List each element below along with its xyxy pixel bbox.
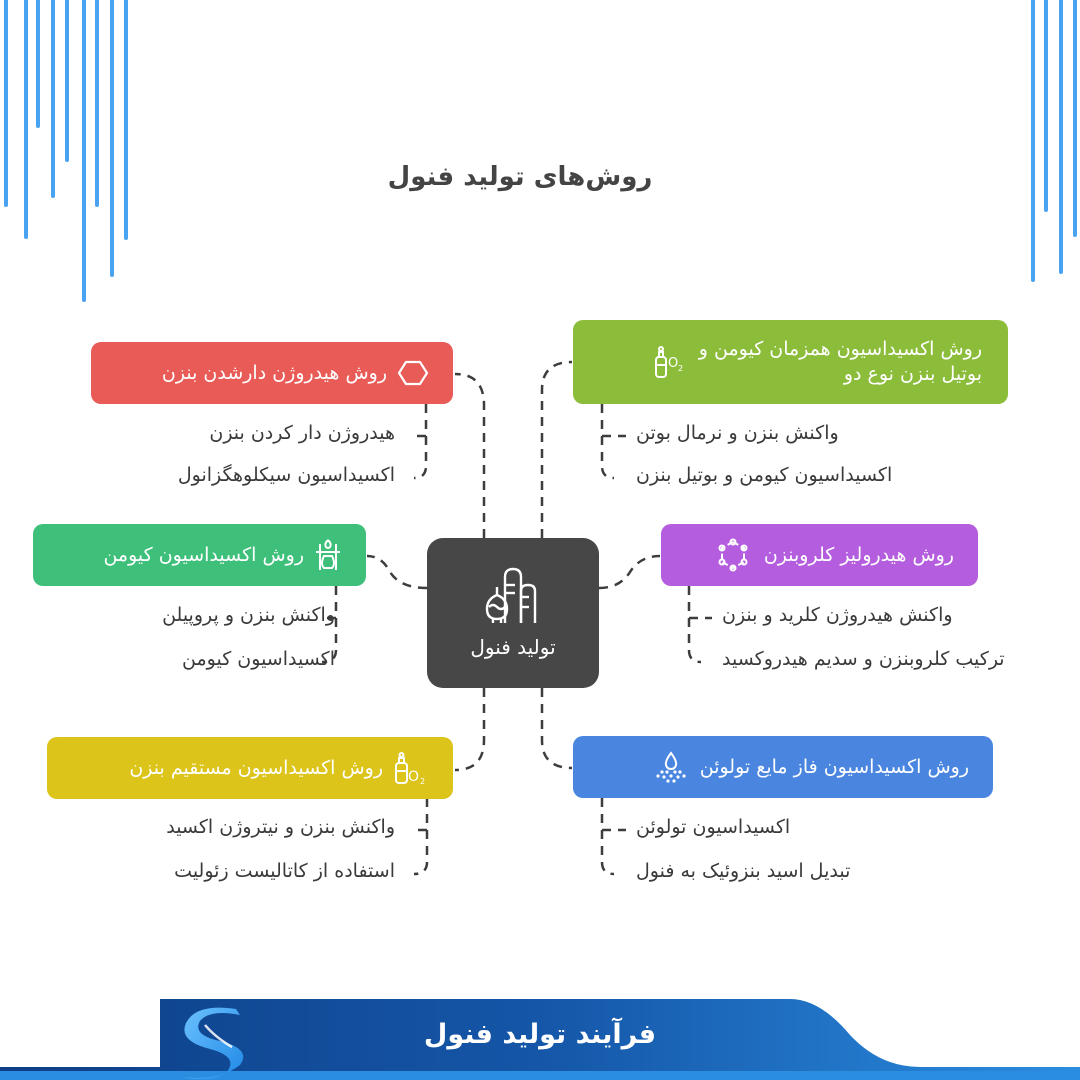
page-title: روش‌های تولید فنول: [387, 162, 653, 192]
sub-item: واکنش بنزن و پروپیلن: [162, 604, 335, 626]
sub-item: اکسیداسیون کیومن و بوتیل بنزن: [636, 464, 893, 486]
method-toluene[interactable]: [573, 736, 993, 798]
method-hydrogenation[interactable]: [91, 342, 453, 404]
method-cumene-butylbenzene[interactable]: [573, 320, 1008, 404]
sub-item: اکسیداسیون تولوئن: [636, 816, 791, 838]
method-label: روش اکسیداسیون مستقیم بنزن: [129, 756, 383, 779]
sub-item: تبدیل اسید بنزوئیک به فنول: [636, 860, 851, 882]
decorative-lines: [0, 0, 1080, 320]
sub-item: استفاده از کاتالیست زئولیت: [174, 860, 395, 882]
factory-flask-icon: [483, 567, 543, 629]
method-label: روش اکسیداسیون فاز مایع تولوئن: [699, 755, 969, 778]
hexagon-icon: [397, 360, 429, 386]
footer-title: فرآیند تولید فنول: [423, 1019, 657, 1050]
method-cumene[interactable]: [33, 524, 366, 586]
svg-text:2: 2: [420, 777, 426, 785]
method-label: روش هیدروژن دارشدن بنزن: [161, 361, 387, 384]
svg-text:O: O: [667, 356, 679, 371]
sub-item: واکنش هیدروژن کلرید و بنزن: [722, 604, 953, 626]
droplet-spray-icon: [654, 750, 688, 784]
sub-item: ترکیب کلروبنزن و سدیم هیدروکسید: [722, 648, 1005, 670]
svg-text:2: 2: [677, 364, 683, 373]
sub-item: اکسیداسیون سیکلوهگزانول: [177, 464, 395, 486]
method-label: روش اکسیداسیون همزمان کیومن و بوتیل بنزن نوع دو: [698, 338, 982, 385]
sub-item: هیدروژن دار کردن بنزن: [209, 422, 395, 444]
center-label: تولید فنول: [470, 635, 556, 659]
sub-item: واکنش بنزن و نیتروژن اکسید: [166, 816, 395, 838]
svg-text:O: O: [408, 769, 420, 785]
footer-banner: [0, 995, 1080, 1080]
sub-item: واکنش بنزن و نرمال بوتن: [636, 422, 839, 444]
center-node: [427, 538, 599, 688]
method-chlorobenzene[interactable]: [661, 524, 978, 586]
method-label: روش اکسیداسیون کیومن: [103, 543, 304, 566]
oxygen-tank-icon: [393, 751, 429, 785]
oxygen-tank-icon: [653, 345, 687, 379]
method-label: روش هیدرولیز کلروبنزن: [763, 543, 954, 566]
lab-burner-icon: [314, 538, 342, 572]
molecule-ring-icon: [716, 538, 750, 572]
sub-item: اکسیداسیون کیومن: [182, 648, 335, 670]
method-direct-oxidation[interactable]: [47, 737, 453, 799]
